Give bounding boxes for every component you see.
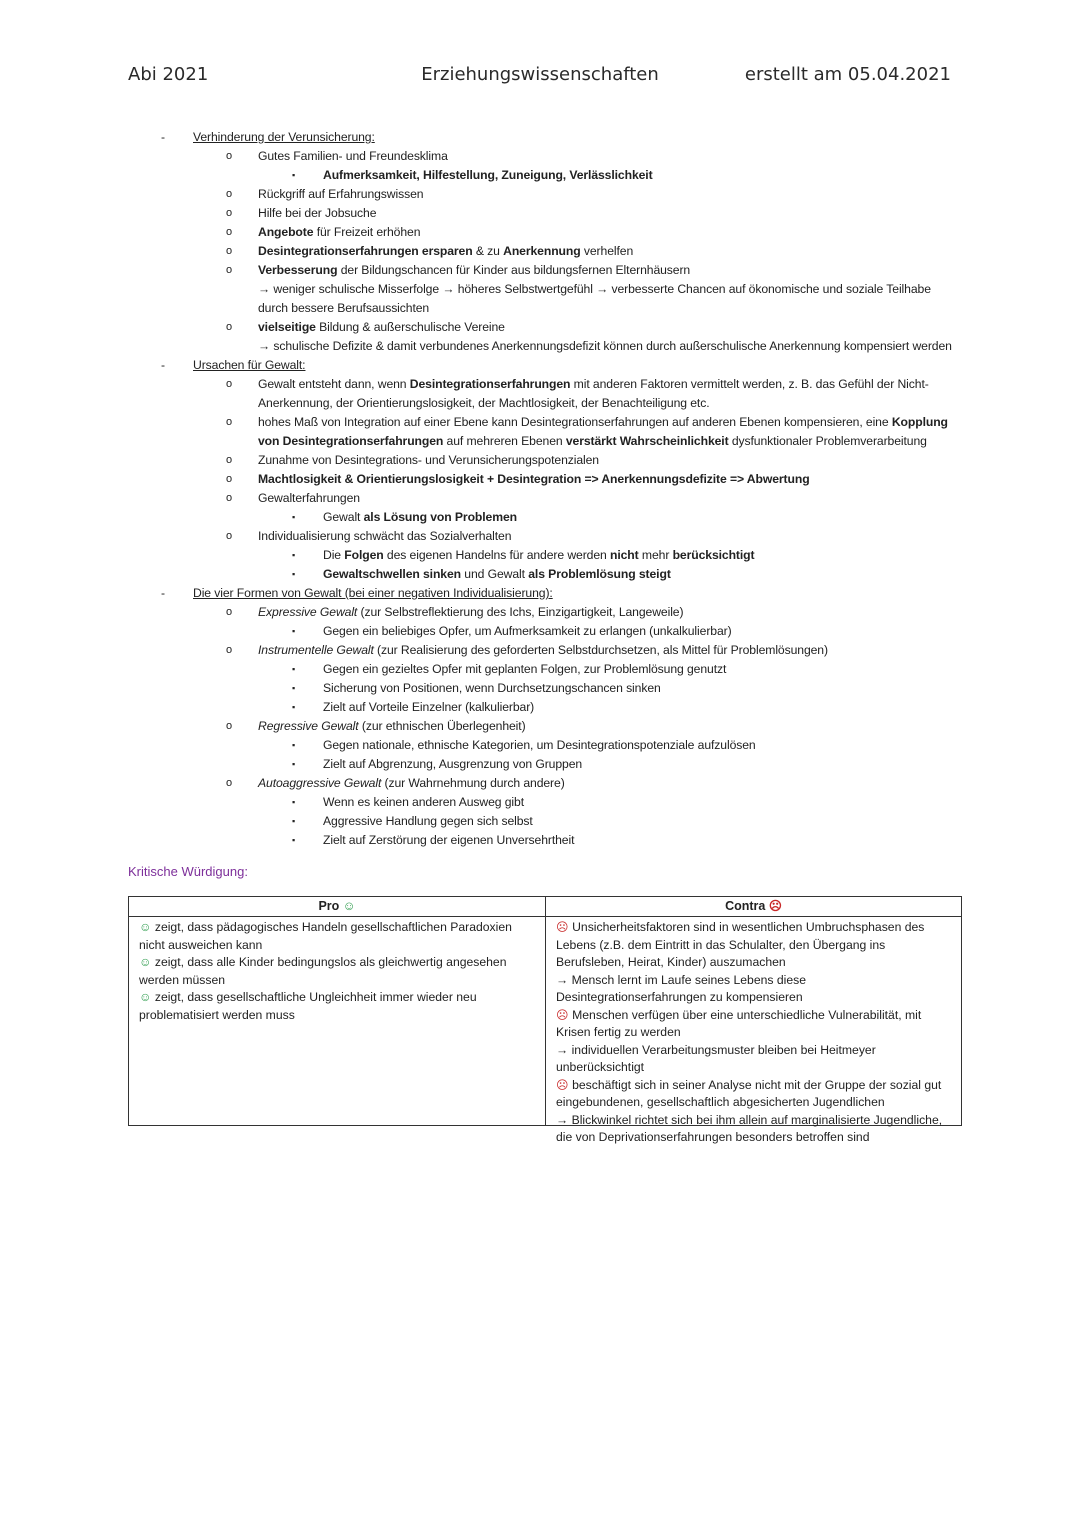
list-item-continuation: → schulische Defizite & damit verbundenes Anerkennungsdefizit können durch außerschulische Anerkennung kompensiert werden [258,339,952,353]
list-item: o Expressive Gewalt (zur Selbstreflektierung des Ichs, Einzigartigkeit, Langeweile) [226,605,684,619]
pro-entry: ☺ zeigt, dass pädagogisches Handeln gesellschaftlichen Paradoxien nicht ausweichen kann [139,920,512,952]
list-item: o vielseitige Bildung & außerschulische Vereine [226,320,505,334]
arrow-icon: → [556,972,569,987]
contra-consequence: → individuellen Verarbeitungsmuster bleiben bei Heitmeyer unberücksichtigt [556,1042,876,1074]
list-item: o Zunahme von Desintegrations- und Verunsicherungspotenzialen [226,453,599,467]
critique-table [128,896,962,1144]
critique-heading: Kritische Würdigung: [128,864,248,879]
list-item: ▪ Aufmerksamkeit, Hilfestellung, Zuneigung, Verlässlichkeit [292,168,653,182]
contra-entry: ☹ beschäftigt sich in seiner Analyse nicht mit der Gruppe der sozial gut eingebundenen, gesellschaftlich abgesicherten Jugendlichen [556,1077,942,1109]
list-item: ▪ Gegen ein gezieltes Opfer mit geplanten Folgen, zur Problemlösung genutzt [292,662,727,676]
header-subject: Erziehungswissenschaften [421,64,659,85]
list-item: o Regressive Gewalt (zur ethnischen Überlegenheit) [226,719,526,733]
list-item: o Rückgriff auf Erfahrungswissen [226,187,424,201]
frown-icon: ☹ [556,1077,569,1092]
smile-icon: ☺ [139,990,152,1004]
contra-header: Contra ☹ [546,897,961,917]
list-item: o Individualisierung schwächt das Sozialverhalten [226,529,512,543]
header-left: Abi 2021 [128,64,209,85]
frown-icon: ☹ [768,899,782,913]
frown-icon: ☹ [556,920,569,934]
list-item: ▪ Gegen nationale, ethnische Kategorien, um Desintegrationspotenziale aufzulösen [292,738,756,752]
list-item: ▪ Zielt auf Zerstörung der eigenen Unversehrtheit [292,833,575,847]
list-item: o Gutes Familien- und Freundesklima [226,149,448,163]
list-item: o Angebote für Freizeit erhöhen [226,225,421,239]
document-body [128,128,963,850]
section-heading: - Ursachen für Gewalt: [161,358,306,372]
section-heading: - Verhinderung der Verunsicherung: [161,130,375,144]
list-item: o Gewalt entsteht dann, wenn Desintegrationserfahrungen mit anderen Faktoren vermittelt werden, z. B. das Gefühl der Nicht-Anerkennung, der Orientierungslosigkeit, der Machtlosigkeit, der Benachteiligung etc. [226,377,929,410]
list-item: o Desintegrationserfahrungen ersparen & zu Anerkennung verhelfen [226,244,634,258]
smile-icon: ☺ [342,899,356,913]
list-item: ▪ Wenn es keinen anderen Ausweg gibt [292,795,524,809]
header-date: erstellt am 05.04.2021 [744,64,951,85]
smile-icon: ☺ [139,955,152,969]
contra-entry: ☹ Unsicherheitsfaktoren sind in wesentlichen Umbruchsphasen des Lebens (z.B. dem Eintritt in das Schulalter, den Übergang ins Berufsleben, Heirat, Kinder) auszumachen [556,920,925,969]
list-item: o Gewalterfahrungen [226,491,360,505]
contra-consequence: → Blickwinkel richtet sich bei ihm allein auf marginalisierte Jugendliche, die von Deprivationserfahrungen besonders betroffen sind [556,1112,943,1144]
list-item: ▪ Gegen ein beliebiges Opfer, um Aufmerksamkeit zu erlangen (unkalkulierbar) [292,624,732,638]
frown-icon: ☹ [556,1007,569,1022]
list-item: o Verbesserung der Bildungschancen für Kinder aus bildungsfernen Elternhäusern [226,263,691,277]
list-item: ▪ Zielt auf Vorteile Einzelner (kalkulierbar) [292,700,535,714]
list-item: o Hilfe bei der Jobsuche [226,206,377,220]
arrow-icon: → [556,1112,569,1127]
list-item: ▪ Sicherung von Positionen, wenn Durchsetzungschancen sinken [292,681,661,695]
section-heading: - Die vier Formen von Gewalt (bei einer negativen Individualisierung): [161,586,553,600]
list-item: ▪ Gewaltschwellen sinken und Gewalt als Problemlösung steigt [292,567,671,581]
pro-entry: ☺ zeigt, dass alle Kinder bedingungslos als gleichwertig angesehen werden müssen [139,955,507,987]
list-item: ▪ Gewalt als Lösung von Problemen [292,510,517,524]
pro-entry: ☺ zeigt, dass gesellschaftliche Ungleichheit immer wieder neu problematisiert werden muss [139,990,477,1022]
contra-entry: ☹ Menschen verfügen über eine unterschiedliche Vulnerabilität, mit Krisen fertig zu werden [556,1007,922,1039]
list-item: ▪ Aggressive Handlung gegen sich selbst [292,814,533,828]
pro-column [129,897,546,1125]
list-item: o Autoaggressive Gewalt (zur Wahrnehmung durch andere) [226,776,565,790]
list-item: o hohes Maß von Integration auf einer Ebene kann Desintegrationserfahrungen auf anderen Ebenen kompensieren, eine Kopplung von Desintegrationserfahrungen auf mehreren Ebenen verstärkt Wahrscheinlichkeit dysfunktionaler Problemverarbeitung [226,415,948,448]
list-item: o Instrumentelle Gewalt (zur Realisierung des geforderten Selbstdurchsetzen, als Mittel für Problemlösungen) [226,643,828,657]
list-item: ▪ Die Folgen des eigenen Handelns für andere werden nicht mehr berücksichtigt [292,548,755,562]
list-item-continuation: → weniger schulische Misserfolge → höheres Selbstwertgefühl → verbesserte Chancen auf ökonomische und soziale Teilhabe durch bessere Berufsaussichten [258,282,931,315]
contra-consequence: → Mensch lernt im Laufe seines Lebens diese Desintegrationserfahrungen zu kompensieren [556,972,806,1004]
pro-header: Pro ☺ [129,897,545,917]
list-item: ▪ Zielt auf Abgrenzung, Ausgrenzung von Gruppen [292,757,583,771]
list-item: o Machtlosigkeit & Orientierungslosigkeit + Desintegration => Anerkennungsdefizite => Abwertung [226,472,810,486]
smile-icon: ☺ [139,920,152,934]
arrow-icon: → [556,1042,569,1057]
contra-column [546,897,961,1144]
